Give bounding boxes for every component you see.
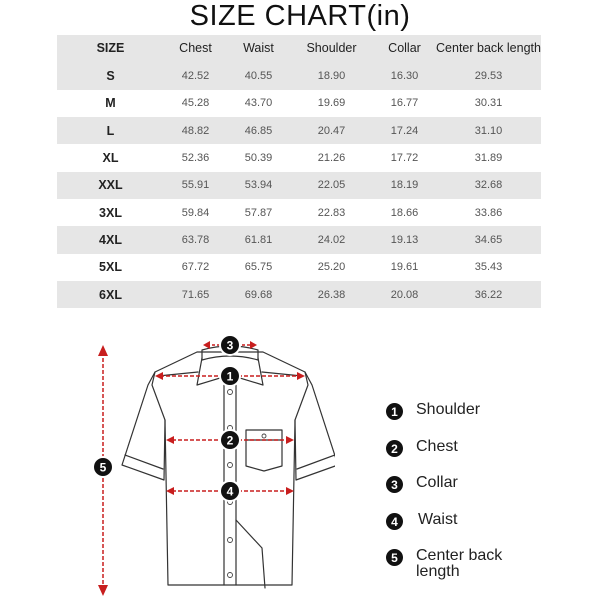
shirt-diagram (85, 325, 335, 597)
legend-item-waist (386, 512, 457, 530)
cell-shoulder: 18.90 (317, 69, 346, 82)
cell-center-back-length: 34.65 (474, 233, 503, 246)
cell-waist: 65.75 (244, 261, 273, 274)
cell-chest: 48.82 (181, 124, 210, 137)
cell-chest: 42.52 (181, 69, 210, 82)
cell-center-back-length: 32.68 (474, 179, 503, 192)
cell-waist: 69.68 (244, 288, 273, 301)
cell-size: S (106, 68, 115, 83)
cell-shoulder: 22.05 (317, 179, 346, 192)
cell-chest: 45.28 (181, 97, 210, 110)
cell-shoulder: 26.38 (317, 288, 346, 301)
cell-center-back-length: 36.22 (474, 288, 503, 301)
cell-shoulder: 19.69 (317, 97, 346, 110)
cell-collar: 19.61 (390, 261, 419, 274)
legend-label: Center back length (416, 547, 503, 580)
number-badge: 1 (386, 403, 403, 420)
cell-center-back-length: 30.31 (474, 97, 503, 110)
table-row (57, 281, 541, 308)
cell-waist: 46.85 (244, 124, 273, 137)
legend-item-chest (386, 439, 458, 457)
legend-item-shoulder (386, 402, 480, 420)
number-badge: 5 (386, 549, 403, 566)
cell-shoulder: 22.83 (317, 206, 346, 219)
size-table (57, 35, 541, 308)
header-center-back-length: Center back length (436, 41, 541, 56)
cell-shoulder: 24.02 (317, 233, 346, 246)
cell-size: XXL (98, 178, 123, 193)
cell-center-back-length: 31.89 (474, 151, 503, 164)
number-badge: 3 (386, 476, 403, 493)
cell-collar: 17.24 (390, 124, 419, 137)
marker-waist: 4 (226, 484, 234, 499)
cell-center-back-length: 33.86 (474, 206, 503, 219)
cell-waist: 57.87 (244, 206, 273, 219)
cell-chest: 71.65 (181, 288, 210, 301)
table-header-row (57, 35, 541, 62)
cell-waist: 40.55 (244, 69, 273, 82)
cell-shoulder: 25.20 (317, 261, 346, 274)
cell-center-back-length: 29.53 (474, 69, 503, 82)
cell-size: 3XL (99, 205, 122, 220)
cell-collar: 18.66 (390, 206, 419, 219)
header-size: SIZE (96, 41, 125, 56)
cell-waist: 50.39 (244, 151, 273, 164)
table-row (57, 254, 541, 281)
cell-waist: 53.94 (244, 179, 273, 192)
header-waist: Waist (243, 41, 274, 56)
cell-chest: 59.84 (181, 206, 210, 219)
cell-size: M (105, 96, 116, 111)
cell-collar: 19.13 (390, 233, 419, 246)
cell-collar: 16.30 (390, 69, 419, 82)
cell-waist: 61.81 (244, 233, 273, 246)
chart-title: SIZE CHART(in) (189, 0, 411, 32)
header-chest: Chest (179, 41, 212, 56)
legend-label: Chest (416, 438, 458, 455)
cell-collar: 17.72 (390, 151, 419, 164)
header-collar: Collar (388, 41, 421, 56)
marker-chest: 2 (226, 433, 234, 448)
table-row (57, 199, 541, 226)
legend-label: Shoulder (416, 401, 481, 418)
table-row (57, 117, 541, 144)
table-row (57, 226, 541, 253)
cell-chest: 67.72 (181, 261, 210, 274)
marker-shoulder: 1 (226, 369, 234, 384)
cell-size: 5XL (99, 260, 122, 275)
cell-center-back-length: 35.43 (474, 261, 503, 274)
cell-shoulder: 21.26 (317, 151, 346, 164)
legend-label: Waist (418, 511, 458, 528)
cell-size: 4XL (99, 232, 122, 247)
header-shoulder: Shoulder (306, 41, 357, 56)
legend-item-collar (386, 475, 458, 493)
legend-item-center-back-length (386, 548, 526, 580)
cell-waist: 43.70 (244, 97, 273, 110)
number-badge: 2 (386, 440, 403, 457)
table-row (57, 144, 541, 171)
marker-collar: 3 (226, 338, 234, 353)
cell-center-back-length: 31.10 (474, 124, 503, 137)
cell-chest: 52.36 (181, 151, 210, 164)
cell-collar: 20.08 (390, 288, 419, 301)
cell-chest: 55.91 (181, 179, 210, 192)
legend-label: Collar (416, 474, 458, 491)
cell-size: L (106, 123, 115, 138)
table-row (57, 62, 541, 89)
table-row (57, 90, 541, 117)
number-badge: 4 (386, 513, 403, 530)
cell-chest: 63.78 (181, 233, 210, 246)
cell-shoulder: 20.47 (317, 124, 346, 137)
cell-collar: 18.19 (390, 179, 419, 192)
table-row (57, 172, 541, 199)
marker-length: 5 (99, 460, 107, 475)
cell-size: XL (102, 150, 119, 165)
cell-size: 6XL (99, 287, 122, 302)
cell-collar: 16.77 (390, 97, 419, 110)
